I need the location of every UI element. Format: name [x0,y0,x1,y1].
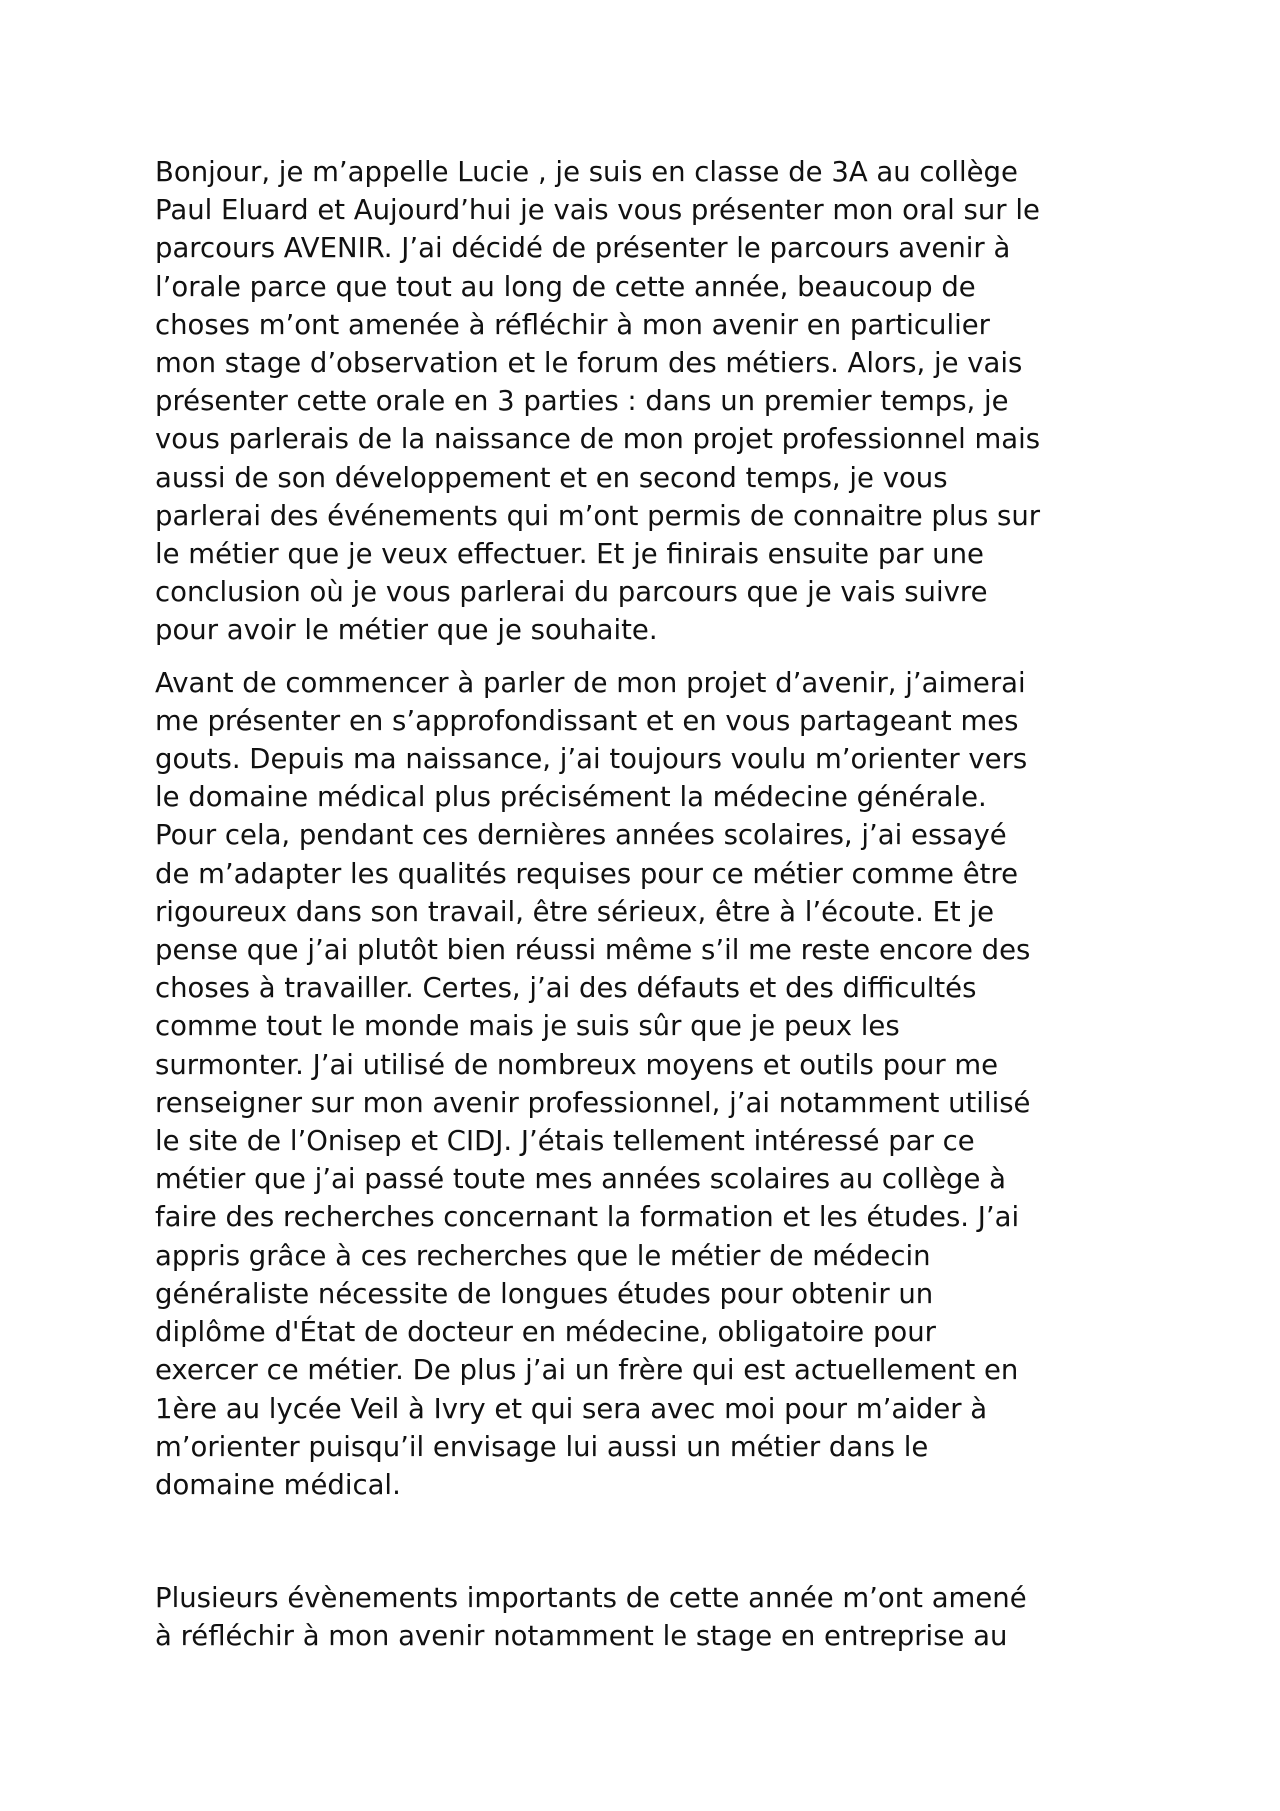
text-line: métier que j’ai passé toute mes années scolaires au collège à [155,1163,1006,1196]
text-line: Avant de commencer à parler de mon projet d’avenir, j’aimerai [155,666,1026,699]
text-line: pense que j’ai plutôt bien réussi même s’il me reste encore des [155,934,1031,967]
text-line: Bonjour, je m’appelle Lucie , je suis en classe de 3A au collège [155,156,1018,188]
text-line: domaine médical. [155,1468,401,1501]
text-line: Pour cela, pendant ces dernières années scolaires, j’ai essayé [155,819,1007,852]
paragraph-presentation [155,664,1155,1504]
text-line: aussi de son développement et en second temps, je vous [155,461,948,494]
text-line: comme tout le monde mais je suis sûr que je peux les [155,1010,900,1043]
text-line: mon stage d’observation et le forum des métiers. Alors, je vais [155,347,1023,380]
text-line: renseigner sur mon avenir professionnel, j’ai notamment utilisé [155,1086,1031,1119]
text-line: diplôme d'État de docteur en médecine, obligatoire pour [155,1316,936,1349]
document-page [155,153,1155,1656]
text-line: choses m’ont amenée à réfléchir à mon avenir en particulier [155,308,990,341]
paragraph-events [155,1579,1155,1655]
text-line: l’orale parce que tout au long de cette année, beaucoup de [155,270,976,303]
text-line: de m’adapter les qualités requises pour ce métier comme être [155,857,1019,890]
text-line: appris grâce à ces recherches que le métier de médecin [155,1239,931,1272]
text-line: le domaine médical plus précisément la médecine générale. [155,781,987,814]
text-line: gouts. Depuis ma naissance, j’ai toujours voulu m’orienter vers [155,743,1028,776]
text-line: 1ère au lycée Veil à Ivry et qui sera avec moi pour m’aider à [155,1392,988,1425]
paragraph-introduction [155,153,1155,650]
text-line: exercer ce métier. De plus j’ai un frère qui est actuellement en [155,1354,1019,1387]
text-line: surmonter. J’ai utilisé de nombreux moyens et outils pour me [155,1048,999,1081]
text-line: m’orienter puisqu’il envisage lui aussi un métier dans le [155,1430,929,1463]
text-line: présenter cette orale en 3 parties : dans un premier temps, je [155,385,1009,418]
text-line: parlerai des événements qui m’ont permis de connaitre plus sur [155,499,1041,532]
text-line: rigoureux dans son travail, être sérieux, être à l’écoute. Et je [155,895,995,928]
text-line: faire des recherches concernant la formation et les études. J’ai [155,1201,1020,1234]
text-line: le site de l’Onisep et CIDJ. J’étais tellement intéressé par ce [155,1125,975,1158]
text-line: parcours AVENIR. J’ai décidé de présenter le parcours avenir à [155,232,1011,265]
text-line: pour avoir le métier que je souhaite. [155,614,658,647]
text-line: conclusion où je vous parlerai du parcours que je vais suivre [155,576,988,609]
text-line: me présenter en s’approfondissant et en vous partageant mes [155,704,1019,737]
text-line: à réfléchir à mon avenir notamment le stage en entreprise au [155,1620,1008,1653]
text-line: le métier que je veux effectuer. Et je finirais ensuite par une [155,538,984,571]
text-line: généraliste nécessite de longues études pour obtenir un [155,1277,934,1310]
text-line: vous parlerais de la naissance de mon projet professionnel mais [155,423,1041,456]
text-line: Paul Eluard et Aujourd’hui je vais vous présenter mon oral sur le [155,194,1040,227]
text-line: choses à travailler. Certes, j’ai des défauts et des difficultés [155,972,977,1005]
text-line: Plusieurs évènements importants de cette année m’ont amené [155,1582,1027,1615]
